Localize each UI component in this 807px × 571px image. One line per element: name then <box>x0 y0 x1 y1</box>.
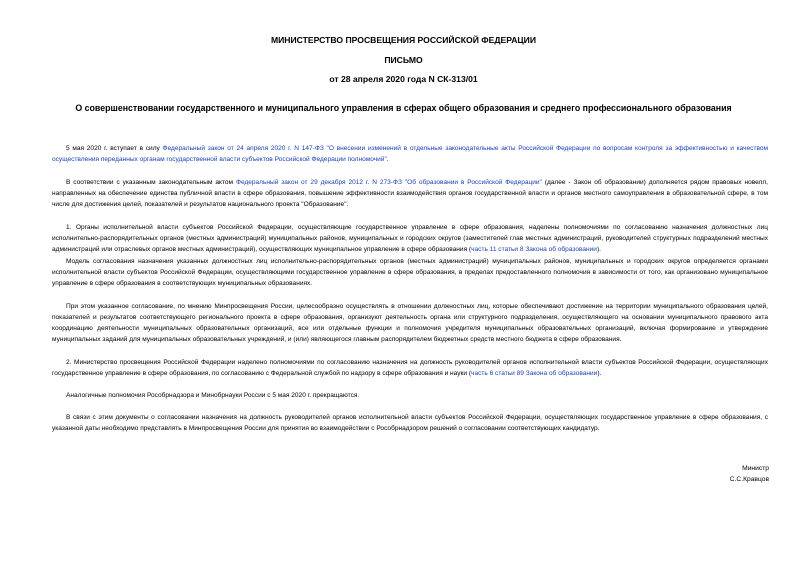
paragraph-item-2 <box>52 357 768 379</box>
signature-name: С.С.Кравцов <box>729 476 769 483</box>
article-8-part-11-link[interactable]: часть 11 статьи 8 Закона об образовании <box>471 246 597 253</box>
paragraph-submission-procedure: В связи с этим документы о согласовании назначения на должность руководителей органов исполнительной власти субъектов Российской Федерации, осуществляющих государственное управление в сфере образования, с указанной даты необходимо представлять в Минпросвещения России для принятия во взаимодействии с Рособрнадзором решений о согласовании соответствующих кандидатур. <box>52 414 768 432</box>
paragraph-text: В соответствии с указанным законодательным актом <box>66 179 236 186</box>
paragraph-approval-recommendation: При этом указанное согласование, по мнению Минпросвещения России, целесообразно осуществлять в отношении должностных лиц, которые обеспечивают достижение на территории муниципального образования целей, показателей и результатов соответствующего регионального проекта в сфере образования, организуют деятельность органа или структурного подразделения, осуществляющего на основании муниципального правового акта координацию деятельности муниципальных образовательных организаций, все или отдельные функции и полномочия учредителя муниципальных образовательных организаций, включая формирование и утверждение муниципальных заданий для муниципальных образовательных учреждений, и (или) являющегося главным распорядителем бюджетных средств местного бюджета в сфере образования. <box>52 303 768 343</box>
law-273-fz-link[interactable]: Федеральный закон от 29 декабря 2012 г. N 273-ФЗ "Об образовании в Российской Федерации" <box>235 179 542 186</box>
document-type: ПИСЬМО <box>384 55 423 65</box>
paragraph-text: 2. Министерство просвещения Российской Федерации наделено полномочиями по согласованию назначения на должность руководителей органов исполнительной власти субъектов Российской Федерации, осуществляющих государственное управление в сфере образования, по согласованию с Федеральной службой по надзору в сфере образования и науки ( <box>52 359 768 377</box>
paragraph-text: (далее - Закон об образовании) дополняется рядом правовых новелл, направленных на обеспечение единства публичной власти в сфере образования, повышение эффективности взаимодействия органов государственной власти и органов местного самоуправления в образовательной сфере, в том числе для достижения целей, показателей и результатов национального проекта "Образование". <box>52 179 769 208</box>
paragraph-text: ). <box>597 370 602 377</box>
paragraph-text: 1. Органы исполнительной власти субъектов Российской Федерации, осуществляющие государственное управление в сфере образования, наделены полномочиями по согласованию назначения должностных лиц исполнительно-распорядительных органов (местных администраций) муниципальных районов, муниципальных и городских округов (заместителей глав местных администраций, руководителей структурных подразделений местных администраций или отраслевых органов местных администраций), осуществляющих муниципальное управление в сфере образования ( <box>52 224 768 253</box>
paragraph-approval-model: Модель согласования назначения указанных должностных лиц исполнительно-распорядительных органов (местных администраций) муниципальных районов, муниципальных и городских округов определяется органами исполнительной власти субъектов Российской Федерации, осуществляющими государственное управление в сфере образования, в пределах предоставленного полномочия в зависимости от того, как организовано муниципальное управление в сфере образования в соответствующих муниципальных образованиях. <box>52 258 768 287</box>
law-147-fz-link[interactable]: Федеральный закон от 24 апреля 2020 г. N 147-ФЗ "О внесении изменений в отдельные законодательные акты Российской Федерации по вопросам контроля за эффективностью и качеством осуществления переданных органам государственной власти субъектов Российской Федерации полномочий" <box>52 145 768 163</box>
paragraph-text: 5 мая 2020 г. вступает в силу <box>66 145 163 152</box>
paragraph-effective-date <box>52 143 768 165</box>
ministry-name: МИНИСТЕРСТВО ПРОСВЕЩЕНИЯ РОССИЙСКОЙ ФЕДЕРАЦИИ <box>270 35 537 45</box>
signature-role: Министр <box>742 465 769 472</box>
paragraph-item-1 <box>52 222 768 255</box>
article-89-part-6-link[interactable]: часть 6 статьи 89 Закона об образовании <box>471 370 598 377</box>
paragraph-text: ). <box>596 246 601 253</box>
document-title: О совершенствовании государственного и муниципального управления в сферах общего образования и среднего профессионального образования <box>75 103 732 113</box>
paragraph-text: . <box>386 156 389 163</box>
document-date-number: от 28 апреля 2020 года N СК-313/01 <box>329 74 478 84</box>
paragraph-powers-terminated: Аналогичные полномочия Рособрнадзора и Минобрнауки России с 5 мая 2020 г. прекращаются. <box>66 392 360 399</box>
paragraph-legal-novelties <box>52 177 768 210</box>
